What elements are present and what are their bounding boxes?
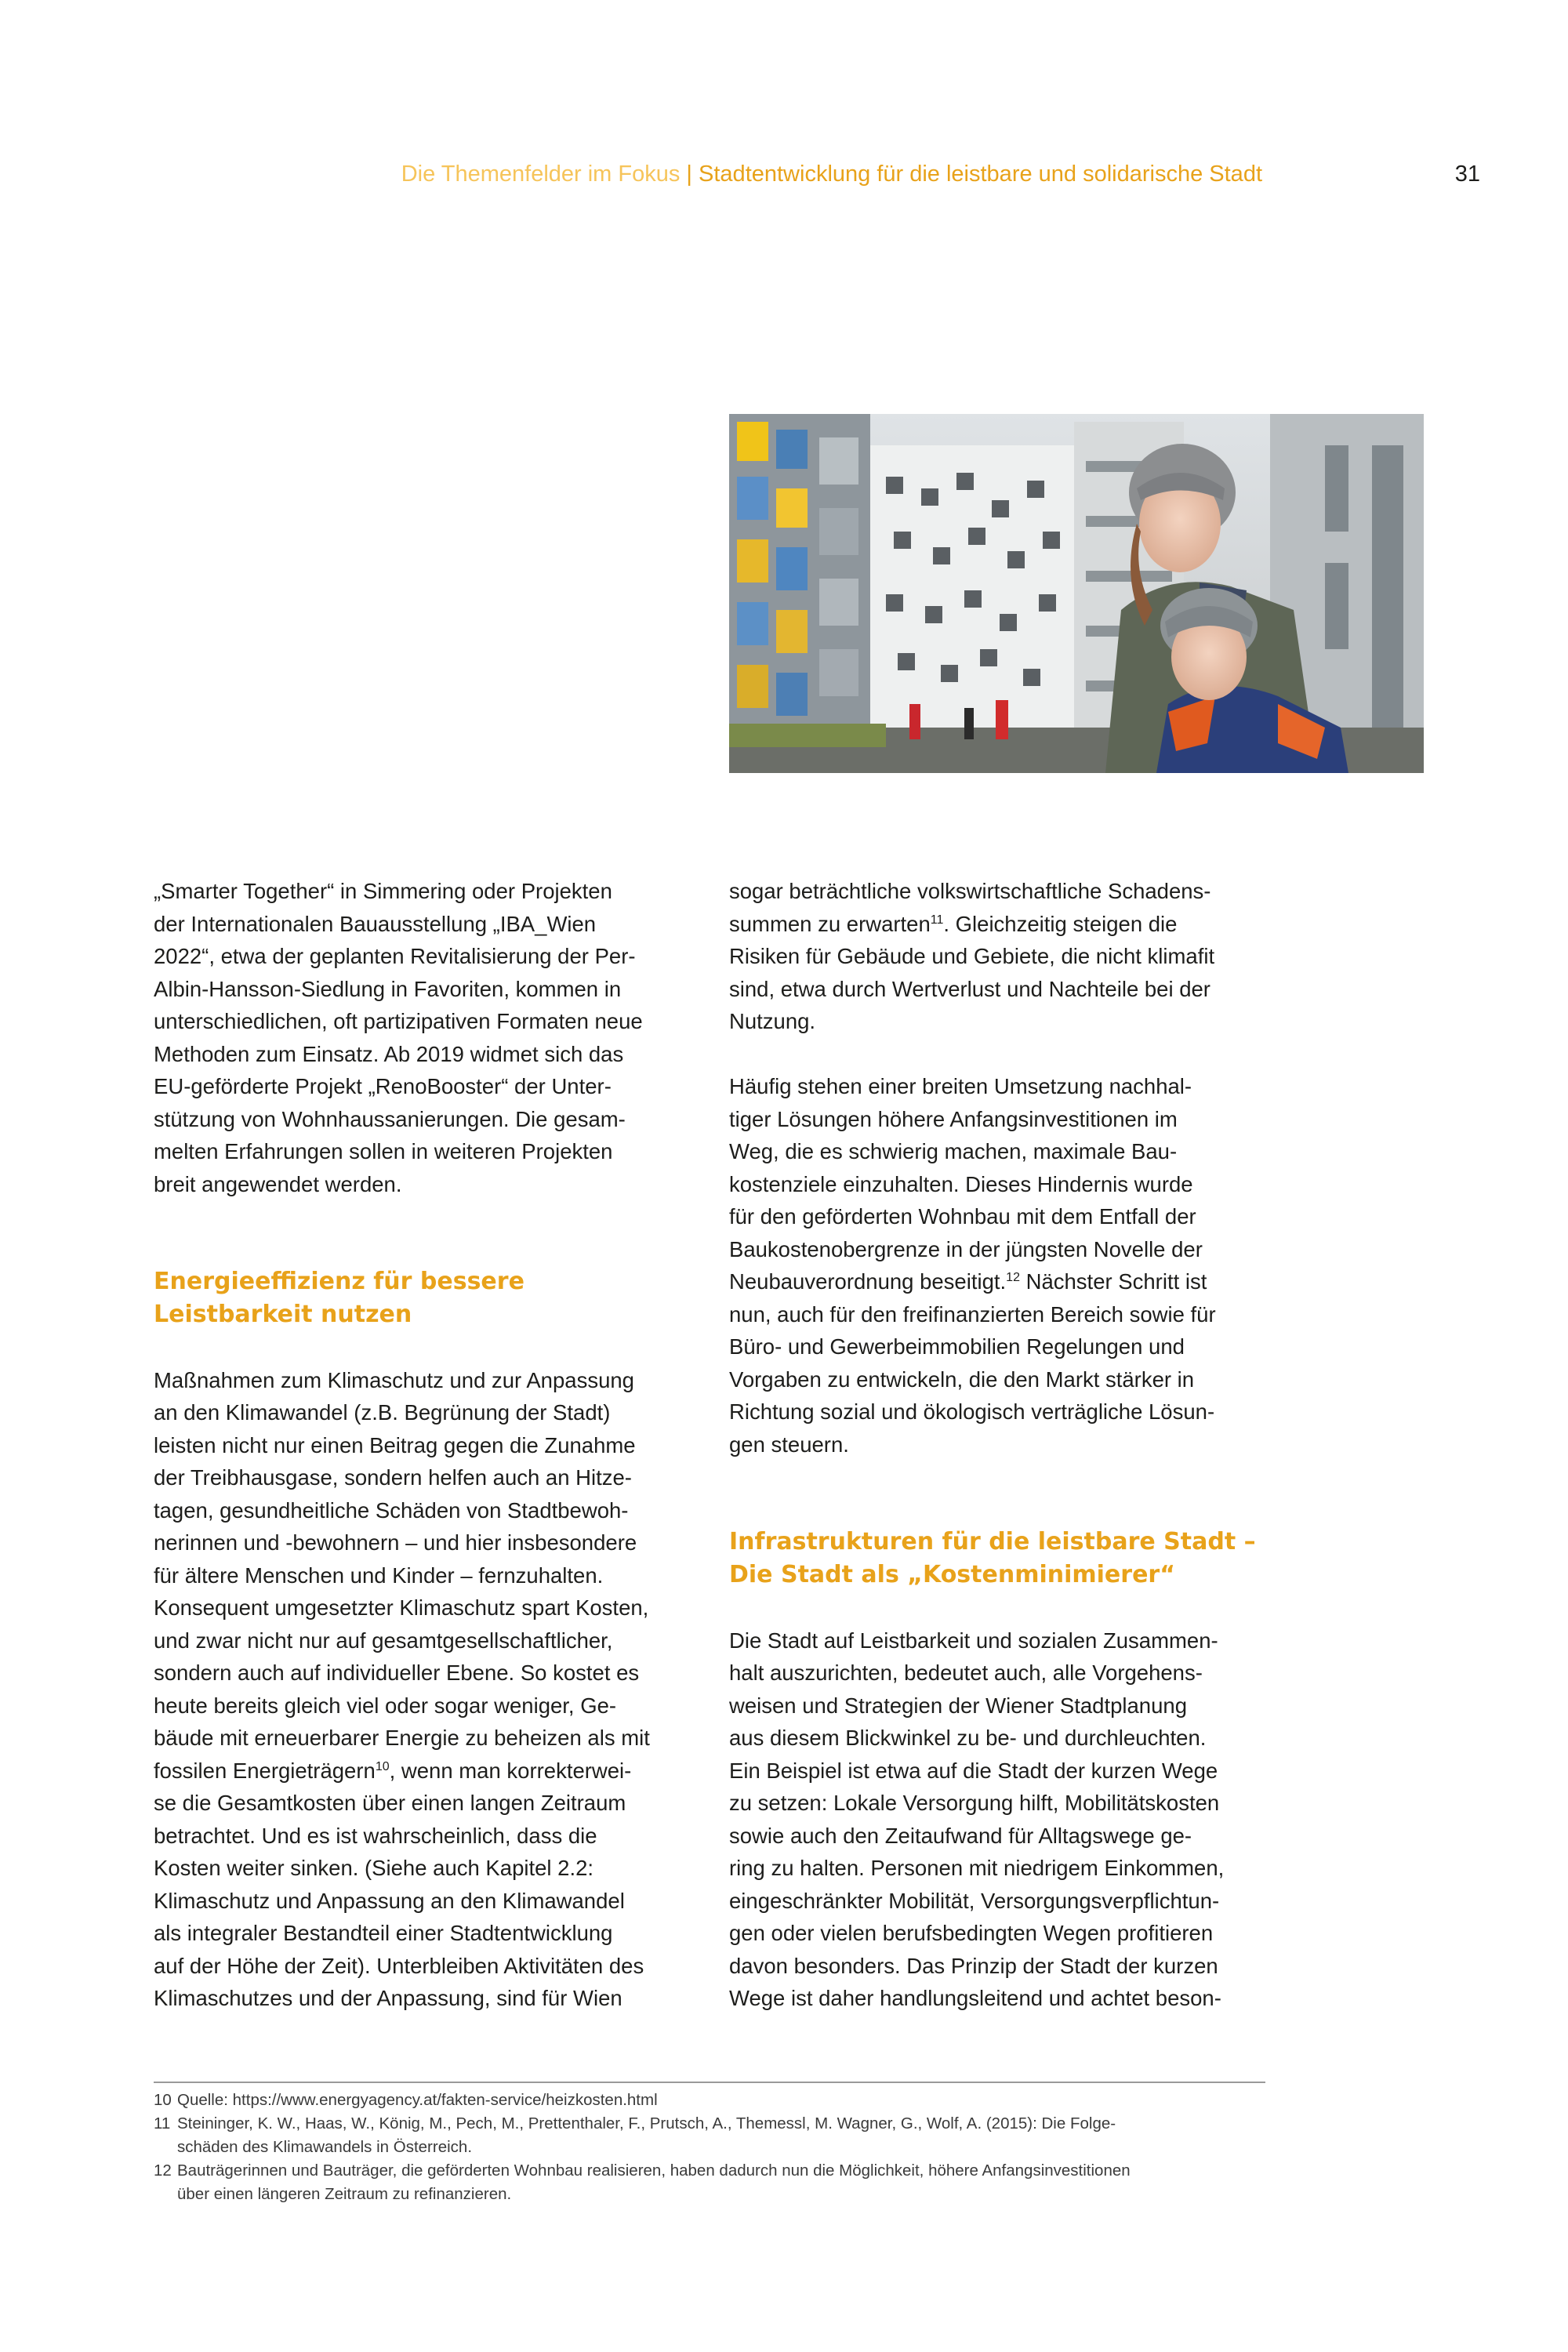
text-line: tiger Lösungen höhere Anfangsinvestitionen im (729, 1106, 1178, 1131)
left-paragraph-2 (154, 1364, 695, 2015)
text-line: zu setzen: Lokale Versorgung hilft, Mobilitätskosten (729, 1791, 1220, 1815)
text-line: melten Erfahrungen sollen in weiteren Projekten (154, 1139, 613, 1163)
text-line: Neubauverordnung beseitigt. (729, 1269, 1007, 1294)
footnote-number: 12 (154, 2161, 172, 2180)
left-column (154, 875, 695, 2015)
text-line: Weg, die es schwierig machen, maximale Bau- (729, 1139, 1178, 1163)
heading-line: Infrastrukturen für die leistbare Stadt – (729, 1528, 1256, 1555)
text-line: nerinnen und -bewohnern – und hier insbesondere (154, 1530, 637, 1555)
footnote-line: über einen längeren Zeitraum zu refinanzieren. (177, 2185, 512, 2203)
text-line: auf der Höhe der Zeit). Unterbleiben Aktivitäten des (154, 1953, 644, 1978)
text-line: Nutzung. (729, 1009, 816, 1033)
footnote-link[interactable]: Quelle: https://www.energyagency.at/fakten-service/heizkosten.html (177, 2091, 658, 2109)
text-line: gen steuern. (729, 1432, 849, 1457)
text-line: summen zu erwarten (729, 911, 931, 936)
text-line: für den geförderten Wohnbau mit dem Entfall der (729, 1204, 1196, 1229)
footnote-number: 11 (154, 2114, 171, 2132)
text-line: gen oder vielen berufsbedingten Wegen profitieren (729, 1921, 1214, 1945)
text-line: halt auszurichten, bedeutet auch, alle Vorgehens- (729, 1661, 1203, 1685)
text-line: ring zu halten. Personen mit niedrigem Einkommen, (729, 1856, 1225, 1880)
footnote-text (177, 2089, 1267, 2112)
text-line: unterschiedlichen, oft partizipativen Formaten neue (154, 1009, 643, 1033)
page-number: 31 (1454, 162, 1480, 187)
text-line: Die Stadt auf Leistbarkeit und sozialen Zusammen- (729, 1628, 1218, 1653)
heading-line: Die Stadt als „Kostenminimierer“ (729, 1561, 1175, 1588)
left-paragraph-1 (154, 875, 695, 1200)
footnote-ref-11[interactable]: 11 (930, 913, 944, 927)
footnote-10 (154, 2089, 1267, 2112)
right-paragraph-1 (729, 875, 1270, 1038)
text-line: Klimaschutz und Anpassung an den Klimawandel (154, 1888, 625, 1913)
text-line: Büro- und Gewerbeimmobilien Regelungen und (729, 1334, 1185, 1359)
text-line: Vorgaben zu entwickeln, die den Markt stärker in (729, 1367, 1195, 1392)
text-line: nun, auch für den freifinanzierten Bereich sowie für (729, 1301, 1216, 1327)
right-paragraph-3 (729, 1624, 1270, 2015)
text-line: und zwar nicht nur auf gesamtgesellschaftlicher, (154, 1628, 613, 1653)
text-line: 2022“, etwa der geplanten Revitalisierung der Per- (154, 944, 636, 968)
text-line: als integraler Bestandteil einer Stadtentwicklung (154, 1921, 613, 1945)
text-line: Baukostenobergrenze in der jüngsten Novelle der (729, 1236, 1203, 1261)
text-line: Risiken für Gebäude und Gebiete, die nicht klimafit (729, 944, 1215, 968)
footnote-11 (154, 2112, 1267, 2159)
footnote-12 (154, 2159, 1267, 2206)
text-line: Nächster Schritt ist (1019, 1269, 1207, 1294)
footnote-text (177, 2112, 1267, 2159)
text-line: bäude mit erneuerbarer Energie zu beheizen als mit (154, 1726, 650, 1750)
text-line: eingeschränkter Mobilität, Versorgungsverpflichtun- (729, 1888, 1220, 1913)
photo-illustration (729, 414, 1424, 773)
text-line: Klimaschutzes und der Anpassung, sind für Wien (154, 1986, 622, 2010)
heading-line: Leistbarkeit nutzen (154, 1301, 412, 1328)
footnote-ref-12[interactable]: 12 (1006, 1270, 1020, 1284)
text-line: stützung von Wohnhaussanierungen. Die gesam- (154, 1106, 626, 1131)
text-line: Kosten weiter sinken. (Siehe auch Kapitel 2.2: (154, 1856, 594, 1880)
text-line: an den Klimawandel (z.B. Begrünung der Stadt) (154, 1400, 611, 1425)
text-line: , wenn man korrekterwei- (389, 1758, 632, 1783)
text-line: weisen und Strategien der Wiener Stadtplanung (729, 1693, 1187, 1718)
text-line: Maßnahmen zum Klimaschutz und zur Anpassung (154, 1367, 634, 1392)
text-line: breit angewendet werden. (154, 1171, 402, 1196)
text-line: davon besonders. Das Prinzip der Stadt der kurzen (729, 1953, 1218, 1978)
section-heading-energy-efficiency (154, 1265, 695, 1331)
heading-line: Energieeffizienz für bessere (154, 1268, 524, 1295)
section-heading-infrastructure (729, 1526, 1270, 1592)
text-line: tagen, gesundheitliche Schäden von Stadtbewoh- (154, 1497, 629, 1523)
right-paragraph-2 (729, 1070, 1270, 1461)
text-line: leisten nicht nur einen Beitrag gegen die Zunahme (154, 1432, 636, 1457)
text-line: aus diesem Blickwinkel zu be- und durchleuchten. (729, 1726, 1207, 1750)
footnotes (154, 2089, 1267, 2206)
footnote-line: Steininger, K. W., Haas, W., König, M., Pech, M., Prettenthaler, F., Prutsch, A., Themessl, M. Wagner, G., Wolf, A. (2015): Die Folge- (177, 2114, 1116, 2132)
footnote-line: schäden des Klimawandels in Österreich. (177, 2138, 473, 2156)
text-line: sogar beträchtliche volkswirtschaftliche Schadens- (729, 879, 1211, 903)
text-line: fossilen Energieträgern (154, 1758, 376, 1783)
text-line: sowie auch den Zeitaufwand für Alltagswege ge- (729, 1823, 1192, 1848)
footnote-line: Bauträgerinnen und Bauträger, die geförderten Wohnbau realisieren, haben dadurch nun die Möglichkeit, höhere Anfangsinvestitionen (177, 2161, 1131, 2180)
text-line: Wege ist daher handlungsleitend und achtet beson- (729, 1986, 1221, 2010)
text-line: Ein Beispiel ist etwa auf die Stadt der kurzen Wege (729, 1758, 1218, 1783)
footnote-number: 10 (154, 2091, 172, 2109)
text-line: heute bereits gleich viel oder sogar weniger, Ge- (154, 1693, 617, 1718)
text-line: EU-geförderte Projekt „RenoBooster“ der Unter- (154, 1074, 612, 1098)
header-separator: | (680, 162, 699, 187)
text-line: Albin-Hansson-Siedlung in Favoriten, kommen in (154, 976, 622, 1001)
footnote-text (177, 2159, 1267, 2206)
right-column (729, 875, 1270, 2015)
text-line: se die Gesamtkosten über einen langen Zeitraum (154, 1791, 626, 1815)
text-line: . Gleichzeitig steigen die (943, 911, 1178, 936)
text-line: kostenziele einzuhalten. Dieses Hindernis wurde (729, 1171, 1193, 1196)
footnote-divider (154, 2082, 1265, 2083)
header-chapter-title: Stadtentwicklung für die leistbare und solidarische Stadt (699, 162, 1262, 187)
text-line: Häufig stehen einer breiten Umsetzung nachhal- (729, 1074, 1192, 1098)
text-line: der Internationalen Bauausstellung „IBA_Wien (154, 911, 597, 936)
header-section-label: Die Themenfelder im Fokus (401, 162, 681, 187)
text-line: für ältere Menschen und Kinder – fernzuhalten. (154, 1563, 604, 1588)
footnote-ref-10[interactable]: 10 (375, 1759, 390, 1773)
text-line: Richtung sozial und ökologisch verträgliche Lösun- (729, 1399, 1215, 1424)
text-line: betrachtet. Und es ist wahrscheinlich, dass die (154, 1823, 597, 1848)
text-line: „Smarter Together“ in Simmering oder Projekten (154, 879, 612, 903)
text-line: sondern auch auf individueller Ebene. So kostet es (154, 1661, 640, 1685)
text-line: Konsequent umgesetzter Klimaschutz spart Kosten, (154, 1595, 649, 1620)
photo-children-housing (729, 414, 1424, 773)
running-header (0, 157, 1262, 191)
text-line: Methoden zum Einsatz. Ab 2019 widmet sich das (154, 1041, 624, 1066)
text-line: sind, etwa durch Wertverlust und Nachteile bei der (729, 976, 1210, 1001)
text-line: der Treibhausgase, sondern helfen auch an Hitze- (154, 1465, 632, 1490)
